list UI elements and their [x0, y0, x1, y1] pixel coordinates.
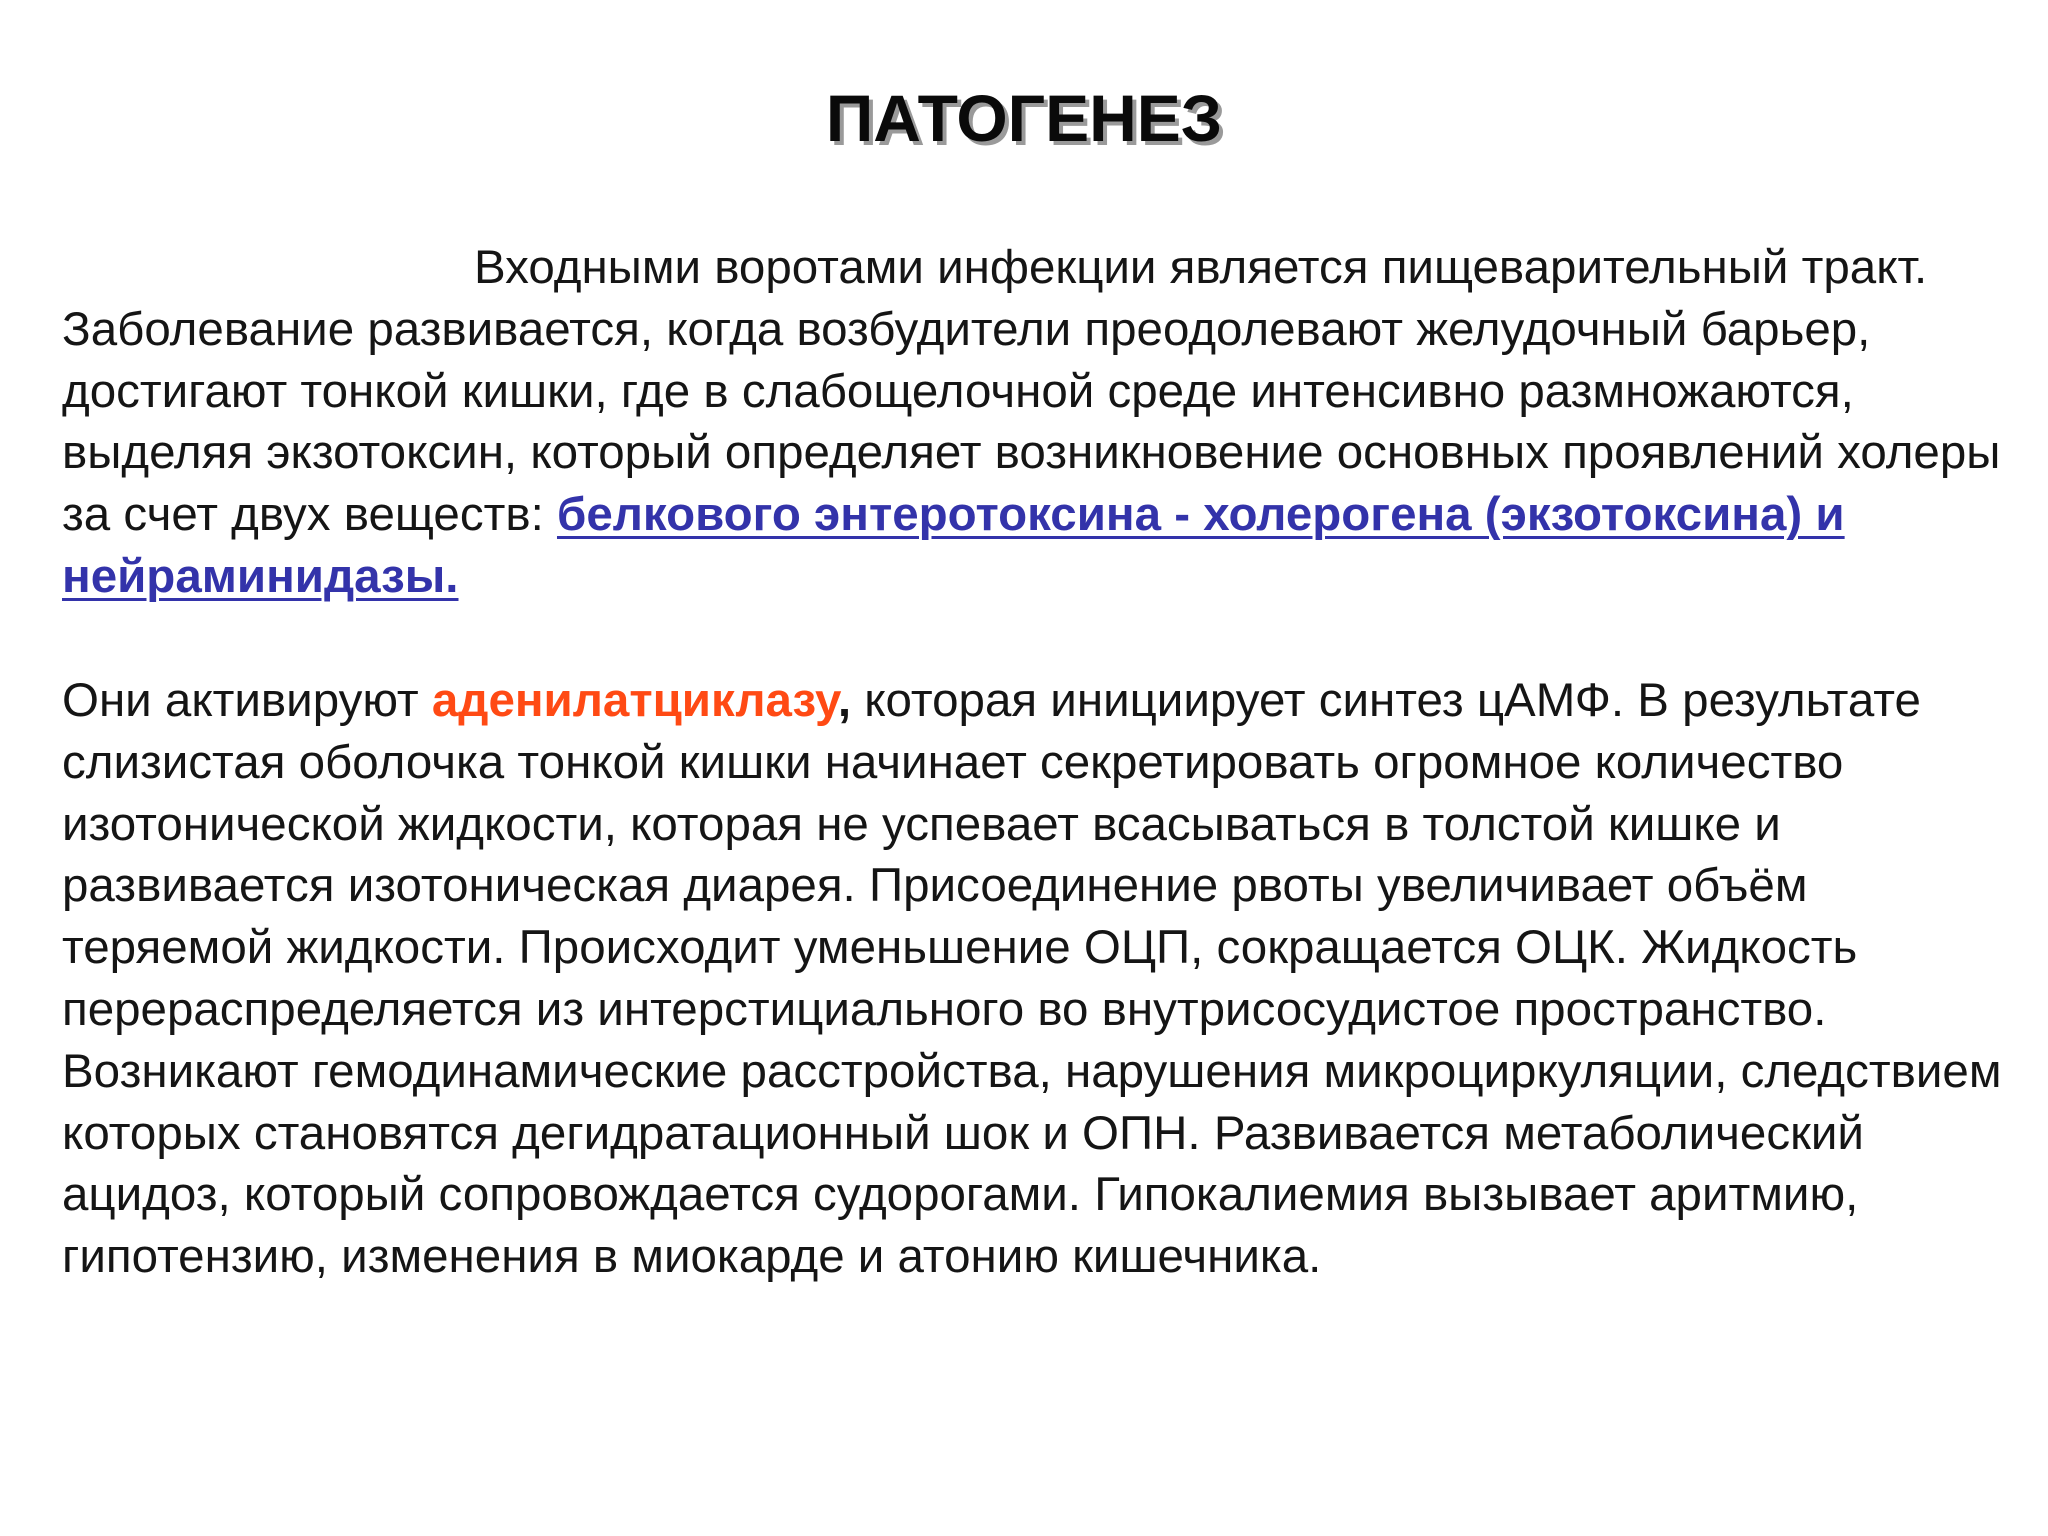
paragraph-entry-gate-text: Входными воротами инфекции является пищеварительный тракт. Заболевание развивается, когда возбудители преодолевают желудочный барьер, достигают тонкой кишки, где в слабощелочной среде интенсивно размножаются, выделяя экзотоксин, который определяет возникновение основных проявлений холеры за счет двух веществ:: [62, 241, 2001, 542]
paragraph-entry-gate: [62, 237, 2002, 608]
highlight-comma: ,: [837, 674, 852, 727]
adenylate-cyclase-highlight: аденилатциклазу: [431, 674, 838, 727]
paragraph-pathogenesis-rest: которая инициирует синтез цАМФ. В результате слизистая оболочка тонкой кишки начинает секретировать огромное количество изотонической жидкости, которая не успевает всасываться в толстой кишке и развивается изотоническая диарея. Присоединение рвоты увеличивает объём теряемой жидкости. Происходит уменьшение ОЦП, сокращается ОЦК. Жидкость перераспределяется из интерстициального во внутрисосудистое пространство. Возникают гемодинамические расстройства, нарушения микроциркуляции, следствием которых становятся дегидратационный шок и ОПН. Развивается метаболический ацидоз, который сопровождается судорогами. Гипокалиемия вызывает аритмию, гипотензию, изменения в миокарде и атонию кишечника.: [62, 674, 2002, 1284]
paragraph-pathogenesis-lead: Они активируют: [62, 674, 419, 727]
slide-title: ПАТОГЕНЕЗ: [825, 81, 1223, 155]
paragraph-pathogenesis: [62, 670, 2002, 1288]
enterotoxin-neuraminidase-link[interactable]: белкового энтеротоксина - холерогена (экзотоксина) и нейраминидазы.: [62, 488, 1845, 603]
